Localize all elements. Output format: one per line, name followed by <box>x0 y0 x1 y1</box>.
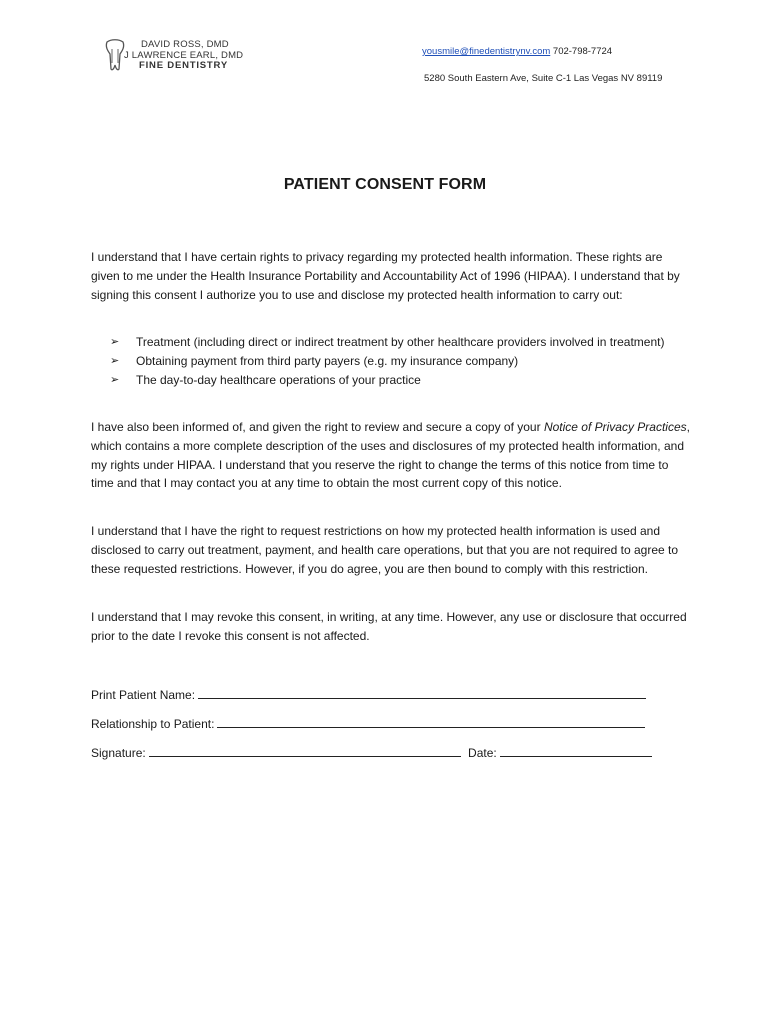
patient-name-label: Print Patient Name: <box>91 688 196 702</box>
list-item: ➢ Obtaining payment from third party payers (e.g. my insurance company) <box>110 352 670 371</box>
relationship-line[interactable] <box>217 715 645 728</box>
email-link[interactable]: yousmile@finedentistrynv.com <box>422 46 551 57</box>
relationship-label: Relationship to Patient: <box>91 717 215 731</box>
list-item: ➢ The day-to-day healthcare operations of your practice <box>110 371 670 390</box>
arrow-bullet-icon: ➢ <box>110 336 120 348</box>
letterhead-practice-name: FINE DENTISTRY <box>139 60 228 71</box>
tooth-icon <box>104 39 126 73</box>
practice-address: 5280 South Eastern Ave, Suite C-1 Las Vegas NV 89119 <box>424 73 663 84</box>
letterhead-doctor-1: DAVID ROSS, DMD <box>141 39 229 50</box>
date-line[interactable] <box>500 744 652 757</box>
relationship-field <box>91 715 645 731</box>
signature-field <box>91 744 652 760</box>
signature-label: Signature: <box>91 746 146 760</box>
signature-line[interactable] <box>149 744 461 757</box>
consent-purpose-list <box>110 333 670 389</box>
practice-logo <box>104 39 264 79</box>
paragraph-restrictions: I understand that I have the right to request restrictions on how my protected health information is used and disclosed to carry out treatment, payment, and health care operations, but that you are not required to agree to these requested restrictions. However, if you do agree, you are then bound to comply with this restriction. <box>91 524 679 576</box>
paragraph-privacy-rights: I understand that I have certain rights to privacy regarding my protected health information. These rights are given to me under the Health Insurance Portability and Accountability Act of 1996 (HIPAA). I understand that by signing this consent I authorize you to use and disclose my protected health information to carry out: <box>91 250 680 302</box>
arrow-bullet-icon: ➢ <box>110 354 120 367</box>
patient-name-field <box>91 686 646 702</box>
notice-title: Notice of Privacy Practices <box>543 420 687 434</box>
date-label: Date: <box>468 746 497 760</box>
phone-number: 702-798-7724 <box>552 46 613 57</box>
arrow-bullet-icon: ➢ <box>110 373 120 386</box>
page-title: PATIENT CONSENT FORM <box>283 176 487 193</box>
paragraph-revocation: I understand that I may revoke this consent, in writing, at any time. However, any use or disclosure that occurred prior to the date I revoke this consent is not affected. <box>91 610 687 643</box>
patient-name-line[interactable] <box>198 686 646 699</box>
paragraph-privacy-notice: I have also been informed of, and given the right to review and secure a copy of your Notice of Privacy Practices, which contains a more complete description of the uses and disclosures of my protected health information, and my rights under HIPAA. I understand that you reserve the right to change the terms of this notice from time to time and that I may contact you at any time to obtain the most current copy of this notice. <box>91 420 690 491</box>
list-item: ➢ Treatment (including direct or indirect treatment by other healthcare providers involved in treatment) <box>110 333 670 352</box>
letterhead-doctor-2: J LAWRENCE EARL, DMD <box>124 49 244 61</box>
